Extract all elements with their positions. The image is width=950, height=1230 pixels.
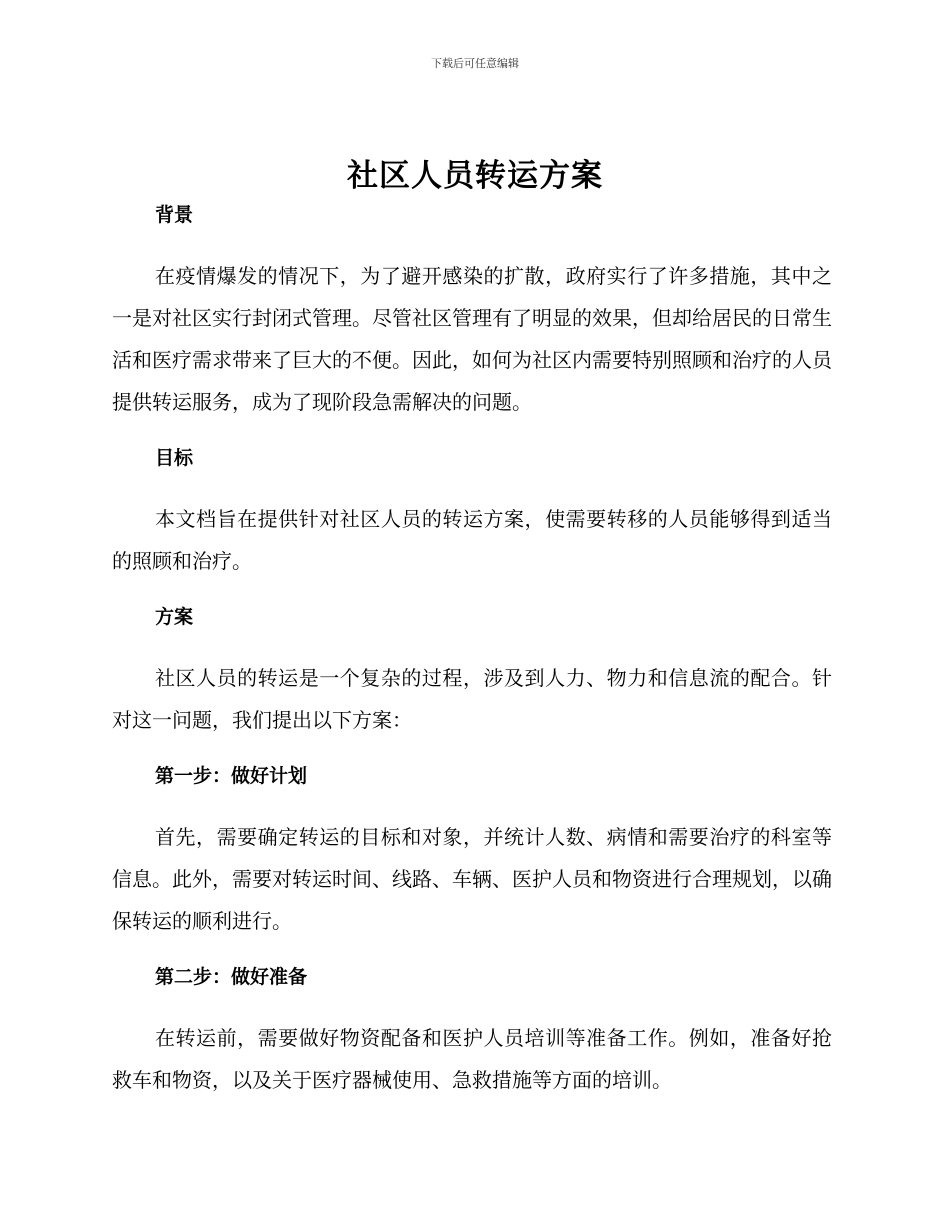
section-heading-plan: 方案: [155, 606, 194, 628]
section-heading-step-two: 第二步：做好准备: [155, 966, 308, 988]
header-note: 下载后可任意编辑: [431, 57, 519, 70]
section-paragraph-background: 在疫情爆发的情况下，为了避开感染的扩散，政府实行了许多措施，其中之一是对社区实行封闭式管理。尽管社区管理有了明显的效果，但却给居民的日常生活和医疗需求带来了巨大的不便。因此，如何为社区内需要特别照顾和治疗的人员提供转运服务，成为了现阶段急需解决的问题。: [112, 264, 832, 414]
document-body: [112, 200, 832, 1101]
section-paragraph-goal: 本文档旨在提供针对社区人员的转运方案，使需要转移的人员能够得到适当的照顾和治疗。: [112, 507, 832, 573]
section-heading-background: 背景: [155, 204, 194, 226]
section-heading-goal: 目标: [155, 447, 194, 469]
section-paragraph-step-one: 首先，需要确定转运的目标和对象，并统计人数、病情和需要治疗的科室等信息。此外，需要对转运时间、线路、车辆、医护人员和物资进行合理规划，以确保转运的顺利进行。: [112, 825, 832, 933]
section-paragraph-step-two: 在转运前，需要做好物资配备和医护人员培训等准备工作。例如，准备好抢救车和物资，以及关于医疗器械使用、急救措施等方面的培训。: [112, 1026, 832, 1092]
document-title: 社区人员转运方案: [347, 158, 603, 194]
section-heading-step-one: 第一步：做好计划: [155, 765, 308, 787]
section-paragraph-plan: 社区人员的转运是一个复杂的过程，涉及到人力、物力和信息流的配合。针对这一问题，我们提出以下方案：: [112, 666, 832, 732]
